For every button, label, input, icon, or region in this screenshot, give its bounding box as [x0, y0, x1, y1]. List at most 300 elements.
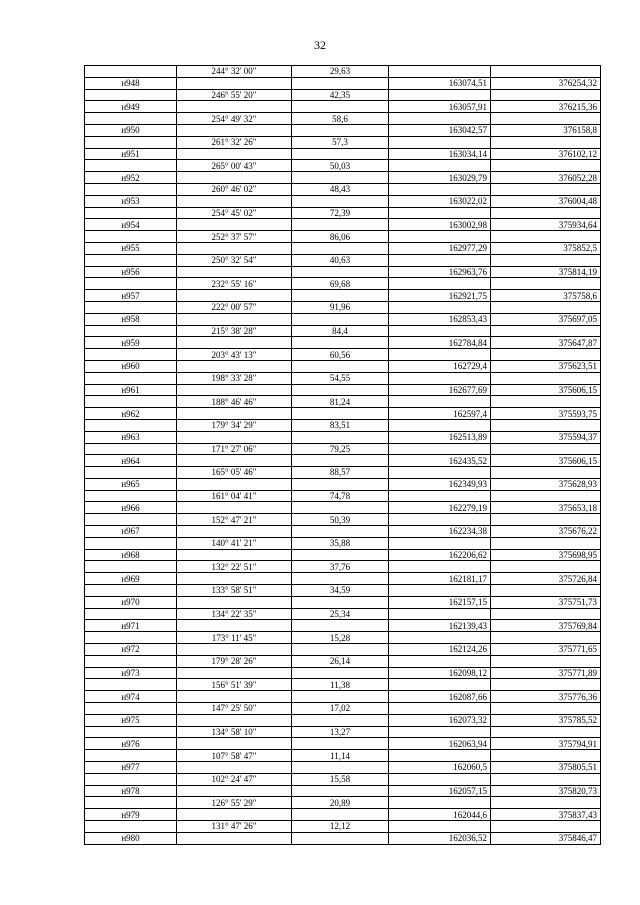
- x-coordinate-cell: 163029,79: [389, 172, 491, 184]
- segment-row: [85, 773, 601, 785]
- segment-row: [85, 419, 601, 431]
- x-coordinate-cell: 162044,6: [389, 809, 491, 821]
- direction-angle-cell: [177, 596, 292, 608]
- point-name-cell: н973: [85, 667, 177, 679]
- point-name-cell: н948: [85, 77, 177, 89]
- y-coordinate-cell: [491, 632, 601, 644]
- x-coordinate-cell: 162921,75: [389, 290, 491, 302]
- direction-angle-cell: 252° 37' 57": [177, 231, 292, 243]
- x-coordinate-cell: [389, 89, 491, 101]
- segment-row: [85, 66, 601, 78]
- direction-angle-cell: 131° 47' 26": [177, 821, 292, 833]
- y-coordinate-cell: 375653,18: [491, 502, 601, 514]
- y-coordinate-cell: [491, 821, 601, 833]
- x-coordinate-cell: 162139,43: [389, 620, 491, 632]
- distance-cell: [292, 431, 389, 443]
- y-coordinate-cell: 375647,87: [491, 337, 601, 349]
- segment-row: [85, 726, 601, 738]
- x-coordinate-cell: [389, 136, 491, 148]
- x-coordinate-cell: [389, 821, 491, 833]
- page-number: 32: [314, 38, 326, 52]
- point-name-cell: [85, 514, 177, 526]
- x-coordinate-cell: 162157,15: [389, 596, 491, 608]
- point-row: [85, 832, 601, 844]
- point-row: [85, 148, 601, 160]
- x-coordinate-cell: [389, 349, 491, 361]
- point-row: [85, 195, 601, 207]
- point-name-cell: [85, 231, 177, 243]
- point-name-cell: н953: [85, 195, 177, 207]
- point-name-cell: [85, 349, 177, 361]
- x-coordinate-cell: 163042,57: [389, 124, 491, 136]
- point-row: [85, 313, 601, 325]
- x-coordinate-cell: 163034,14: [389, 148, 491, 160]
- x-coordinate-cell: [389, 231, 491, 243]
- point-name-cell: [85, 750, 177, 762]
- direction-angle-cell: 260° 46' 02": [177, 183, 292, 195]
- point-name-cell: н970: [85, 596, 177, 608]
- x-coordinate-cell: [389, 278, 491, 290]
- distance-cell: [292, 77, 389, 89]
- distance-cell: [292, 313, 389, 325]
- segment-row: [85, 655, 601, 667]
- point-row: [85, 809, 601, 821]
- y-coordinate-cell: 376052,28: [491, 172, 601, 184]
- segment-row: [85, 585, 601, 597]
- segment-row: [85, 821, 601, 833]
- point-name-cell: [85, 136, 177, 148]
- direction-angle-cell: [177, 644, 292, 656]
- distance-cell: [292, 455, 389, 467]
- point-name-cell: [85, 66, 177, 78]
- x-coordinate-cell: 163022,02: [389, 195, 491, 207]
- point-row: [85, 526, 601, 538]
- x-coordinate-cell: [389, 467, 491, 479]
- x-coordinate-cell: [389, 608, 491, 620]
- distance-cell: [292, 290, 389, 302]
- point-name-cell: [85, 679, 177, 691]
- direction-angle-cell: [177, 785, 292, 797]
- distance-cell: [292, 148, 389, 160]
- y-coordinate-cell: 376158,8: [491, 124, 601, 136]
- distance-cell: 12,12: [292, 821, 389, 833]
- distance-cell: 84,4: [292, 325, 389, 337]
- y-coordinate-cell: 375771,89: [491, 667, 601, 679]
- x-coordinate-cell: 162234,38: [389, 526, 491, 538]
- x-coordinate-cell: 162853,43: [389, 313, 491, 325]
- point-row: [85, 455, 601, 467]
- x-coordinate-cell: 163002,98: [389, 219, 491, 231]
- distance-cell: 88,57: [292, 467, 389, 479]
- y-coordinate-cell: 375594,37: [491, 431, 601, 443]
- direction-angle-cell: [177, 620, 292, 632]
- point-name-cell: [85, 372, 177, 384]
- direction-angle-cell: 107° 58' 47": [177, 750, 292, 762]
- direction-angle-cell: [177, 101, 292, 113]
- point-name-cell: н974: [85, 691, 177, 703]
- point-name-cell: [85, 396, 177, 408]
- point-name-cell: н949: [85, 101, 177, 113]
- distance-cell: 83,51: [292, 419, 389, 431]
- point-name-cell: н957: [85, 290, 177, 302]
- point-row: [85, 667, 601, 679]
- point-row: [85, 77, 601, 89]
- point-name-cell: [85, 655, 177, 667]
- x-coordinate-cell: 162677,69: [389, 384, 491, 396]
- y-coordinate-cell: [491, 467, 601, 479]
- y-coordinate-cell: [491, 301, 601, 313]
- y-coordinate-cell: 375606,15: [491, 455, 601, 467]
- point-name-cell: н969: [85, 573, 177, 585]
- y-coordinate-cell: 376254,32: [491, 77, 601, 89]
- y-coordinate-cell: 375769,84: [491, 620, 601, 632]
- x-coordinate-cell: [389, 703, 491, 715]
- direction-angle-cell: 173° 11' 45": [177, 632, 292, 644]
- direction-angle-cell: 215° 38' 28": [177, 325, 292, 337]
- point-name-cell: [85, 561, 177, 573]
- point-row: [85, 644, 601, 656]
- x-coordinate-cell: [389, 679, 491, 691]
- segment-row: [85, 301, 601, 313]
- segment-row: [85, 254, 601, 266]
- distance-cell: 48,43: [292, 183, 389, 195]
- point-name-cell: н958: [85, 313, 177, 325]
- y-coordinate-cell: 376102,12: [491, 148, 601, 160]
- x-coordinate-cell: 162057,15: [389, 785, 491, 797]
- x-coordinate-cell: [389, 490, 491, 502]
- x-coordinate-cell: [389, 537, 491, 549]
- direction-angle-cell: 147° 25' 50": [177, 703, 292, 715]
- distance-cell: 57,3: [292, 136, 389, 148]
- x-coordinate-cell: [389, 325, 491, 337]
- point-name-cell: [85, 160, 177, 172]
- x-coordinate-cell: 162060,5: [389, 762, 491, 774]
- direction-angle-cell: 254° 49' 32": [177, 113, 292, 125]
- distance-cell: 79,25: [292, 443, 389, 455]
- y-coordinate-cell: [491, 797, 601, 809]
- distance-cell: [292, 691, 389, 703]
- x-coordinate-cell: [389, 419, 491, 431]
- x-coordinate-cell: 162513,89: [389, 431, 491, 443]
- x-coordinate-cell: 162098,12: [389, 667, 491, 679]
- y-coordinate-cell: [491, 608, 601, 620]
- point-name-cell: [85, 183, 177, 195]
- direction-angle-cell: 179° 28' 26": [177, 655, 292, 667]
- point-name-cell: н966: [85, 502, 177, 514]
- y-coordinate-cell: 375698,95: [491, 549, 601, 561]
- y-coordinate-cell: 375623,51: [491, 360, 601, 372]
- direction-angle-cell: 203° 43' 13": [177, 349, 292, 361]
- point-name-cell: н952: [85, 172, 177, 184]
- direction-angle-cell: 179° 34' 29": [177, 419, 292, 431]
- y-coordinate-cell: [491, 537, 601, 549]
- point-name-cell: н979: [85, 809, 177, 821]
- point-name-cell: [85, 207, 177, 219]
- point-name-cell: н951: [85, 148, 177, 160]
- distance-cell: 17,02: [292, 703, 389, 715]
- direction-angle-cell: 134° 22' 35": [177, 608, 292, 620]
- x-coordinate-cell: 162784,84: [389, 337, 491, 349]
- direction-angle-cell: 265° 00' 43": [177, 160, 292, 172]
- point-row: [85, 360, 601, 372]
- point-name-cell: [85, 608, 177, 620]
- point-name-cell: [85, 278, 177, 290]
- segment-row: [85, 231, 601, 243]
- distance-cell: [292, 219, 389, 231]
- direction-angle-cell: [177, 242, 292, 254]
- y-coordinate-cell: [491, 160, 601, 172]
- y-coordinate-cell: 375785,52: [491, 714, 601, 726]
- segment-row: [85, 136, 601, 148]
- y-coordinate-cell: 375758,6: [491, 290, 601, 302]
- distance-cell: 74,78: [292, 490, 389, 502]
- distance-cell: [292, 785, 389, 797]
- direction-angle-cell: [177, 172, 292, 184]
- x-coordinate-cell: [389, 301, 491, 313]
- distance-cell: [292, 620, 389, 632]
- x-coordinate-cell: [389, 726, 491, 738]
- x-coordinate-cell: [389, 113, 491, 125]
- coordinates-table: [84, 65, 601, 845]
- point-name-cell: [85, 821, 177, 833]
- distance-cell: 60,56: [292, 349, 389, 361]
- point-name-cell: н976: [85, 738, 177, 750]
- x-coordinate-cell: [389, 750, 491, 762]
- direction-angle-cell: [177, 832, 292, 844]
- distance-cell: 69,68: [292, 278, 389, 290]
- point-row: [85, 714, 601, 726]
- distance-cell: 91,96: [292, 301, 389, 313]
- x-coordinate-cell: 162073,32: [389, 714, 491, 726]
- point-name-cell: [85, 325, 177, 337]
- point-row: [85, 762, 601, 774]
- distance-cell: [292, 242, 389, 254]
- y-coordinate-cell: 375771,65: [491, 644, 601, 656]
- y-coordinate-cell: [491, 89, 601, 101]
- point-row: [85, 172, 601, 184]
- x-coordinate-cell: [389, 254, 491, 266]
- y-coordinate-cell: [491, 585, 601, 597]
- point-row: [85, 573, 601, 585]
- direction-angle-cell: [177, 526, 292, 538]
- point-row: [85, 124, 601, 136]
- direction-angle-cell: 140° 41' 21": [177, 537, 292, 549]
- y-coordinate-cell: [491, 773, 601, 785]
- point-row: [85, 266, 601, 278]
- x-coordinate-cell: 162729,4: [389, 360, 491, 372]
- distance-cell: [292, 667, 389, 679]
- direction-angle-cell: [177, 691, 292, 703]
- segment-row: [85, 514, 601, 526]
- y-coordinate-cell: [491, 419, 601, 431]
- y-coordinate-cell: [491, 254, 601, 266]
- point-row: [85, 101, 601, 113]
- point-name-cell: [85, 443, 177, 455]
- y-coordinate-cell: [491, 113, 601, 125]
- point-name-cell: н968: [85, 549, 177, 561]
- x-coordinate-cell: 163057,91: [389, 101, 491, 113]
- segment-row: [85, 89, 601, 101]
- point-name-cell: н967: [85, 526, 177, 538]
- point-name-cell: н962: [85, 408, 177, 420]
- point-row: [85, 596, 601, 608]
- segment-row: [85, 443, 601, 455]
- y-coordinate-cell: 376004,48: [491, 195, 601, 207]
- direction-angle-cell: [177, 313, 292, 325]
- x-coordinate-cell: 162435,52: [389, 455, 491, 467]
- segment-row: [85, 160, 601, 172]
- distance-cell: [292, 809, 389, 821]
- direction-angle-cell: [177, 573, 292, 585]
- distance-cell: 72,39: [292, 207, 389, 219]
- direction-angle-cell: 133° 58' 51": [177, 585, 292, 597]
- point-row: [85, 337, 601, 349]
- y-coordinate-cell: 375628,93: [491, 478, 601, 490]
- distance-cell: 11,14: [292, 750, 389, 762]
- point-name-cell: н964: [85, 455, 177, 467]
- y-coordinate-cell: 375593,75: [491, 408, 601, 420]
- y-coordinate-cell: [491, 207, 601, 219]
- point-name-cell: [85, 254, 177, 266]
- point-row: [85, 408, 601, 420]
- x-coordinate-cell: [389, 632, 491, 644]
- segment-row: [85, 490, 601, 502]
- distance-cell: [292, 596, 389, 608]
- direction-angle-cell: [177, 478, 292, 490]
- y-coordinate-cell: [491, 514, 601, 526]
- point-name-cell: [85, 585, 177, 597]
- y-coordinate-cell: [491, 372, 601, 384]
- x-coordinate-cell: [389, 797, 491, 809]
- direction-angle-cell: [177, 195, 292, 207]
- distance-cell: [292, 644, 389, 656]
- distance-cell: 34,59: [292, 585, 389, 597]
- distance-cell: [292, 266, 389, 278]
- y-coordinate-cell: [491, 655, 601, 667]
- point-name-cell: [85, 113, 177, 125]
- x-coordinate-cell: 162087,66: [389, 691, 491, 703]
- y-coordinate-cell: 375794,91: [491, 738, 601, 750]
- distance-cell: [292, 832, 389, 844]
- x-coordinate-cell: 162597,4: [389, 408, 491, 420]
- distance-cell: [292, 762, 389, 774]
- y-coordinate-cell: [491, 396, 601, 408]
- point-name-cell: н965: [85, 478, 177, 490]
- distance-cell: 86,06: [292, 231, 389, 243]
- direction-angle-cell: [177, 714, 292, 726]
- x-coordinate-cell: [389, 585, 491, 597]
- y-coordinate-cell: 375697,05: [491, 313, 601, 325]
- point-name-cell: [85, 773, 177, 785]
- segment-row: [85, 207, 601, 219]
- direction-angle-cell: [177, 738, 292, 750]
- y-coordinate-cell: [491, 278, 601, 290]
- distance-cell: 20,89: [292, 797, 389, 809]
- distance-cell: 26,14: [292, 655, 389, 667]
- segment-row: [85, 797, 601, 809]
- distance-cell: [292, 738, 389, 750]
- distance-cell: [292, 172, 389, 184]
- distance-cell: 50,39: [292, 514, 389, 526]
- x-coordinate-cell: 162036,52: [389, 832, 491, 844]
- y-coordinate-cell: 375820,73: [491, 785, 601, 797]
- segment-row: [85, 537, 601, 549]
- x-coordinate-cell: 162124,26: [389, 644, 491, 656]
- y-coordinate-cell: 376215,36: [491, 101, 601, 113]
- point-name-cell: [85, 419, 177, 431]
- distance-cell: [292, 549, 389, 561]
- x-coordinate-cell: [389, 207, 491, 219]
- distance-cell: 81,24: [292, 396, 389, 408]
- point-name-cell: [85, 89, 177, 101]
- direction-angle-cell: [177, 219, 292, 231]
- direction-angle-cell: [177, 408, 292, 420]
- direction-angle-cell: [177, 384, 292, 396]
- x-coordinate-cell: [389, 514, 491, 526]
- point-name-cell: [85, 467, 177, 479]
- direction-angle-cell: 232° 55' 16": [177, 278, 292, 290]
- x-coordinate-cell: [389, 160, 491, 172]
- x-coordinate-cell: [389, 66, 491, 78]
- segment-row: [85, 632, 601, 644]
- distance-cell: [292, 360, 389, 372]
- y-coordinate-cell: 375846,47: [491, 832, 601, 844]
- direction-angle-cell: 246° 55' 20": [177, 89, 292, 101]
- x-coordinate-cell: [389, 183, 491, 195]
- point-row: [85, 384, 601, 396]
- y-coordinate-cell: [491, 231, 601, 243]
- segment-row: [85, 396, 601, 408]
- y-coordinate-cell: [491, 679, 601, 691]
- direction-angle-cell: 188° 46' 46": [177, 396, 292, 408]
- y-coordinate-cell: [491, 561, 601, 573]
- distance-cell: 13,27: [292, 726, 389, 738]
- x-coordinate-cell: [389, 561, 491, 573]
- distance-cell: [292, 573, 389, 585]
- x-coordinate-cell: 162977,29: [389, 242, 491, 254]
- direction-angle-cell: [177, 762, 292, 774]
- y-coordinate-cell: 375934,64: [491, 219, 601, 231]
- distance-cell: [292, 526, 389, 538]
- direction-angle-cell: [177, 455, 292, 467]
- segment-row: [85, 703, 601, 715]
- direction-angle-cell: 261° 32' 26": [177, 136, 292, 148]
- direction-angle-cell: 222° 00' 57": [177, 301, 292, 313]
- distance-cell: [292, 408, 389, 420]
- direction-angle-cell: [177, 549, 292, 561]
- y-coordinate-cell: [491, 750, 601, 762]
- point-name-cell: н959: [85, 337, 177, 349]
- segment-row: [85, 183, 601, 195]
- direction-angle-cell: [177, 667, 292, 679]
- point-name-cell: н954: [85, 219, 177, 231]
- point-name-cell: н950: [85, 124, 177, 136]
- direction-angle-cell: [177, 77, 292, 89]
- x-coordinate-cell: 162181,17: [389, 573, 491, 585]
- point-row: [85, 431, 601, 443]
- distance-cell: [292, 195, 389, 207]
- segment-row: [85, 278, 601, 290]
- point-name-cell: [85, 797, 177, 809]
- direction-angle-cell: 171° 27' 06": [177, 443, 292, 455]
- distance-cell: [292, 337, 389, 349]
- y-coordinate-cell: 375676,22: [491, 526, 601, 538]
- distance-cell: 54,55: [292, 372, 389, 384]
- segment-row: [85, 113, 601, 125]
- direction-angle-cell: [177, 337, 292, 349]
- distance-cell: [292, 478, 389, 490]
- y-coordinate-cell: 375776,36: [491, 691, 601, 703]
